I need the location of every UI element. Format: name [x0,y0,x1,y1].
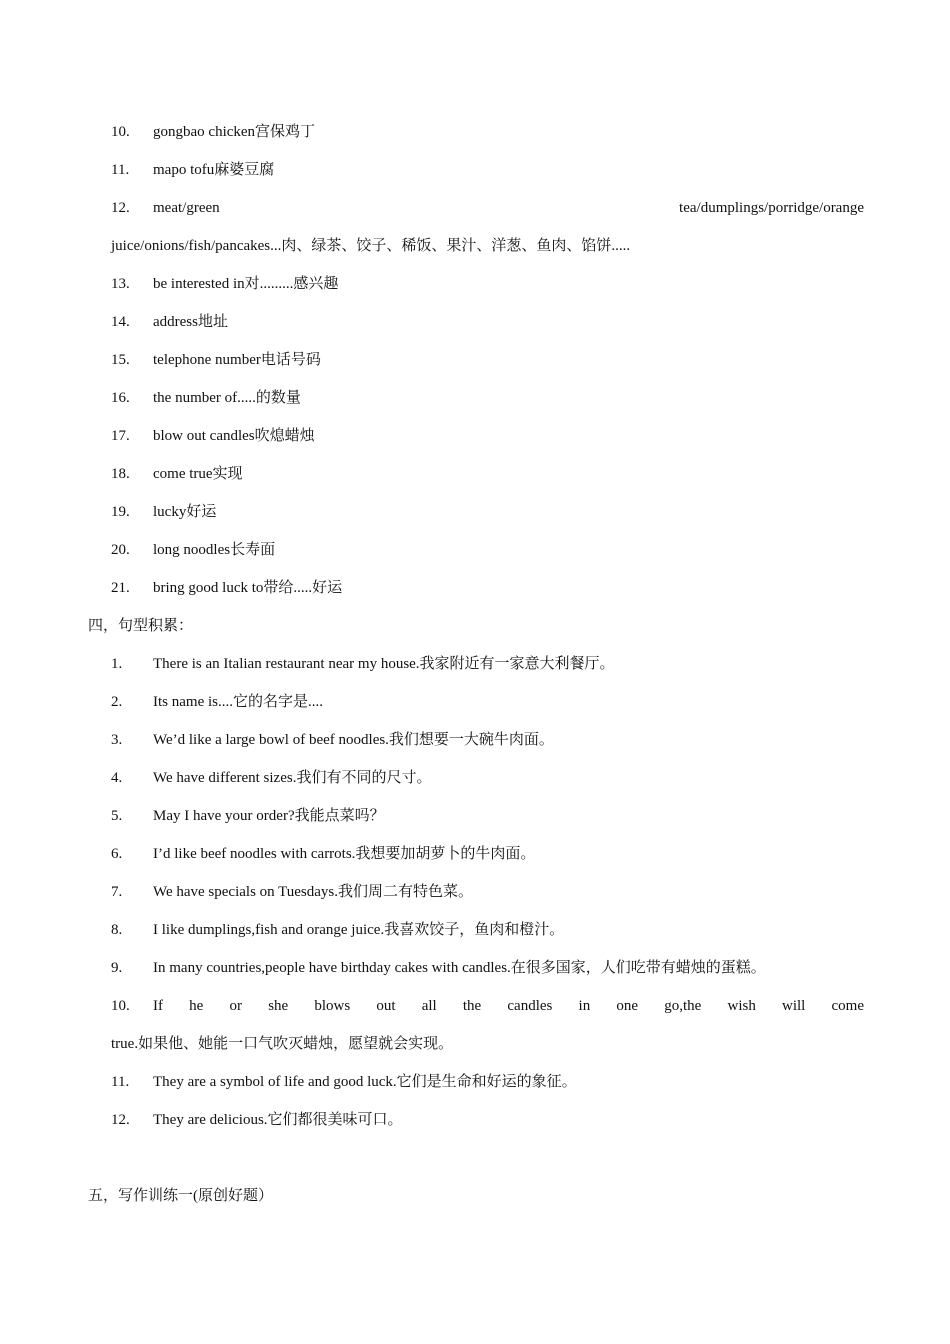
item-text-justified [153,196,864,220]
sentence-item-1 [111,652,864,676]
justified-word: out [376,998,396,1014]
vocab-item-13 [111,272,864,296]
item-text: In many countries,people have birthday cakes with candles.在很多国家，人们吃带有蜡烛的蛋糕。 [153,960,766,976]
vocab-item-14 [111,310,864,334]
item-text: address地址 [153,314,228,330]
justified-word: come [831,998,864,1014]
sentence-item-10 [111,994,864,1018]
vocab-item-16 [111,386,864,410]
section-5-heading: 五，写作训练一(原创好题） [88,1188,273,1204]
item-text: long noodles长寿面 [153,542,276,558]
justified-word: candles [507,998,553,1014]
vocab-item-11 [111,158,864,182]
vocab-item-19 [111,500,864,524]
sentence-item-9 [111,956,864,980]
item-number: 10. [111,124,130,140]
item-text: Its name is....它的名字是.... [153,694,323,710]
item-number: 11. [111,162,130,178]
sentence-item-2 [111,690,864,714]
sentence-item-11 [111,1070,864,1094]
item-text: blow out candles吹熄蜡烛 [153,428,315,444]
item-number: 18. [111,466,130,482]
vocab-item-12-continuation: juice/onions/fish/pancakes...肉、绿茶、饺子、稀饭、果汁、洋葱、鱼肉、馅饼..... [111,238,631,254]
justified-word: in [578,998,591,1014]
item-text: There is an Italian restaurant near my house.我家附近有一家意大利餐厅。 [153,656,615,672]
item-text: I like dumplings,fish and orange juice.我喜欢饺子，鱼肉和橙汁。 [153,922,565,938]
item-text-justified [153,994,864,1018]
vocab-item-17 [111,424,864,448]
justified-word: one [616,998,639,1014]
item-text: May I have your order?我能点菜吗？ [153,808,385,824]
item-number: 7. [111,884,123,900]
item-text: They are delicious.它们都很美味可口。 [153,1112,403,1128]
justified-word: all [421,998,437,1014]
sentence-item-6 [111,842,864,866]
section-4-heading: 四，句型积累： [88,618,194,634]
vocab-item-21 [111,576,864,600]
item-text: gongbao chicken宫保鸡丁 [153,124,316,140]
justified-word: blows [314,998,351,1014]
item-number: 2. [111,694,123,710]
item-number: 12. [111,1112,130,1128]
sentence-item-7 [111,880,864,904]
justified-word: If [153,998,163,1014]
item-number: 10. [111,998,130,1014]
sentence-item-3 [111,728,864,752]
vocab-item-20 [111,538,864,562]
sentence-item-4 [111,766,864,790]
item-text: We have specials on Tuesdays.我们周二有特色菜。 [153,884,474,900]
item-text: lucky好运 [153,504,217,520]
item-text-left: meat/green [153,200,220,216]
justified-word: he [189,998,204,1014]
item-number: 3. [111,732,123,748]
item-text: mapo tofu麻婆豆腐 [153,162,275,178]
item-number: 20. [111,542,130,558]
item-text: be interested in对.........感兴趣 [153,276,339,292]
item-number: 6. [111,846,123,862]
item-number: 17. [111,428,130,444]
item-text: They are a symbol of life and good luck.它们是生命和好运的象征。 [153,1074,577,1090]
item-text: come true实现 [153,466,243,482]
item-number: 21. [111,580,130,596]
item-number: 9. [111,960,123,976]
item-text: telephone number电话号码 [153,352,321,368]
item-number: 12. [111,200,130,216]
vocab-item-12 [111,196,864,220]
item-number: 15. [111,352,130,368]
justified-word: or [229,998,243,1014]
item-text: We’d like a large bowl of beef noodles.我们想要一大碗牛肉面。 [153,732,554,748]
item-number: 14. [111,314,130,330]
vocab-item-15 [111,348,864,372]
justified-word: she [268,998,289,1014]
item-number: 11. [111,1074,130,1090]
item-text: bring good luck to带给.....好运 [153,580,343,596]
item-number: 1. [111,656,123,672]
justified-word: wish [727,998,756,1014]
sentence-item-8 [111,918,864,942]
item-text: We have different sizes.我们有不同的尺寸。 [153,770,432,786]
item-text-right: tea/dumplings/porridge/orange [679,200,864,216]
justified-word: go,the [664,998,702,1014]
vocab-item-18 [111,462,864,486]
sentence-item-5 [111,804,864,828]
sentence-item-10-continuation: true.如果他、她能一口气吹灭蜡烛，愿望就会实现。 [111,1036,454,1052]
justified-word: the [462,998,482,1014]
justified-word: will [782,998,806,1014]
item-number: 16. [111,390,130,406]
item-number: 19. [111,504,130,520]
item-number: 4. [111,770,123,786]
item-number: 5. [111,808,123,824]
item-number: 8. [111,922,123,938]
item-text: the number of.....的数量 [153,390,301,406]
vocab-item-10 [111,120,864,144]
item-text: I’d like beef noodles with carrots.我想要加胡萝卜的牛肉面。 [153,846,536,862]
item-number: 13. [111,276,130,292]
sentence-item-12 [111,1108,864,1132]
